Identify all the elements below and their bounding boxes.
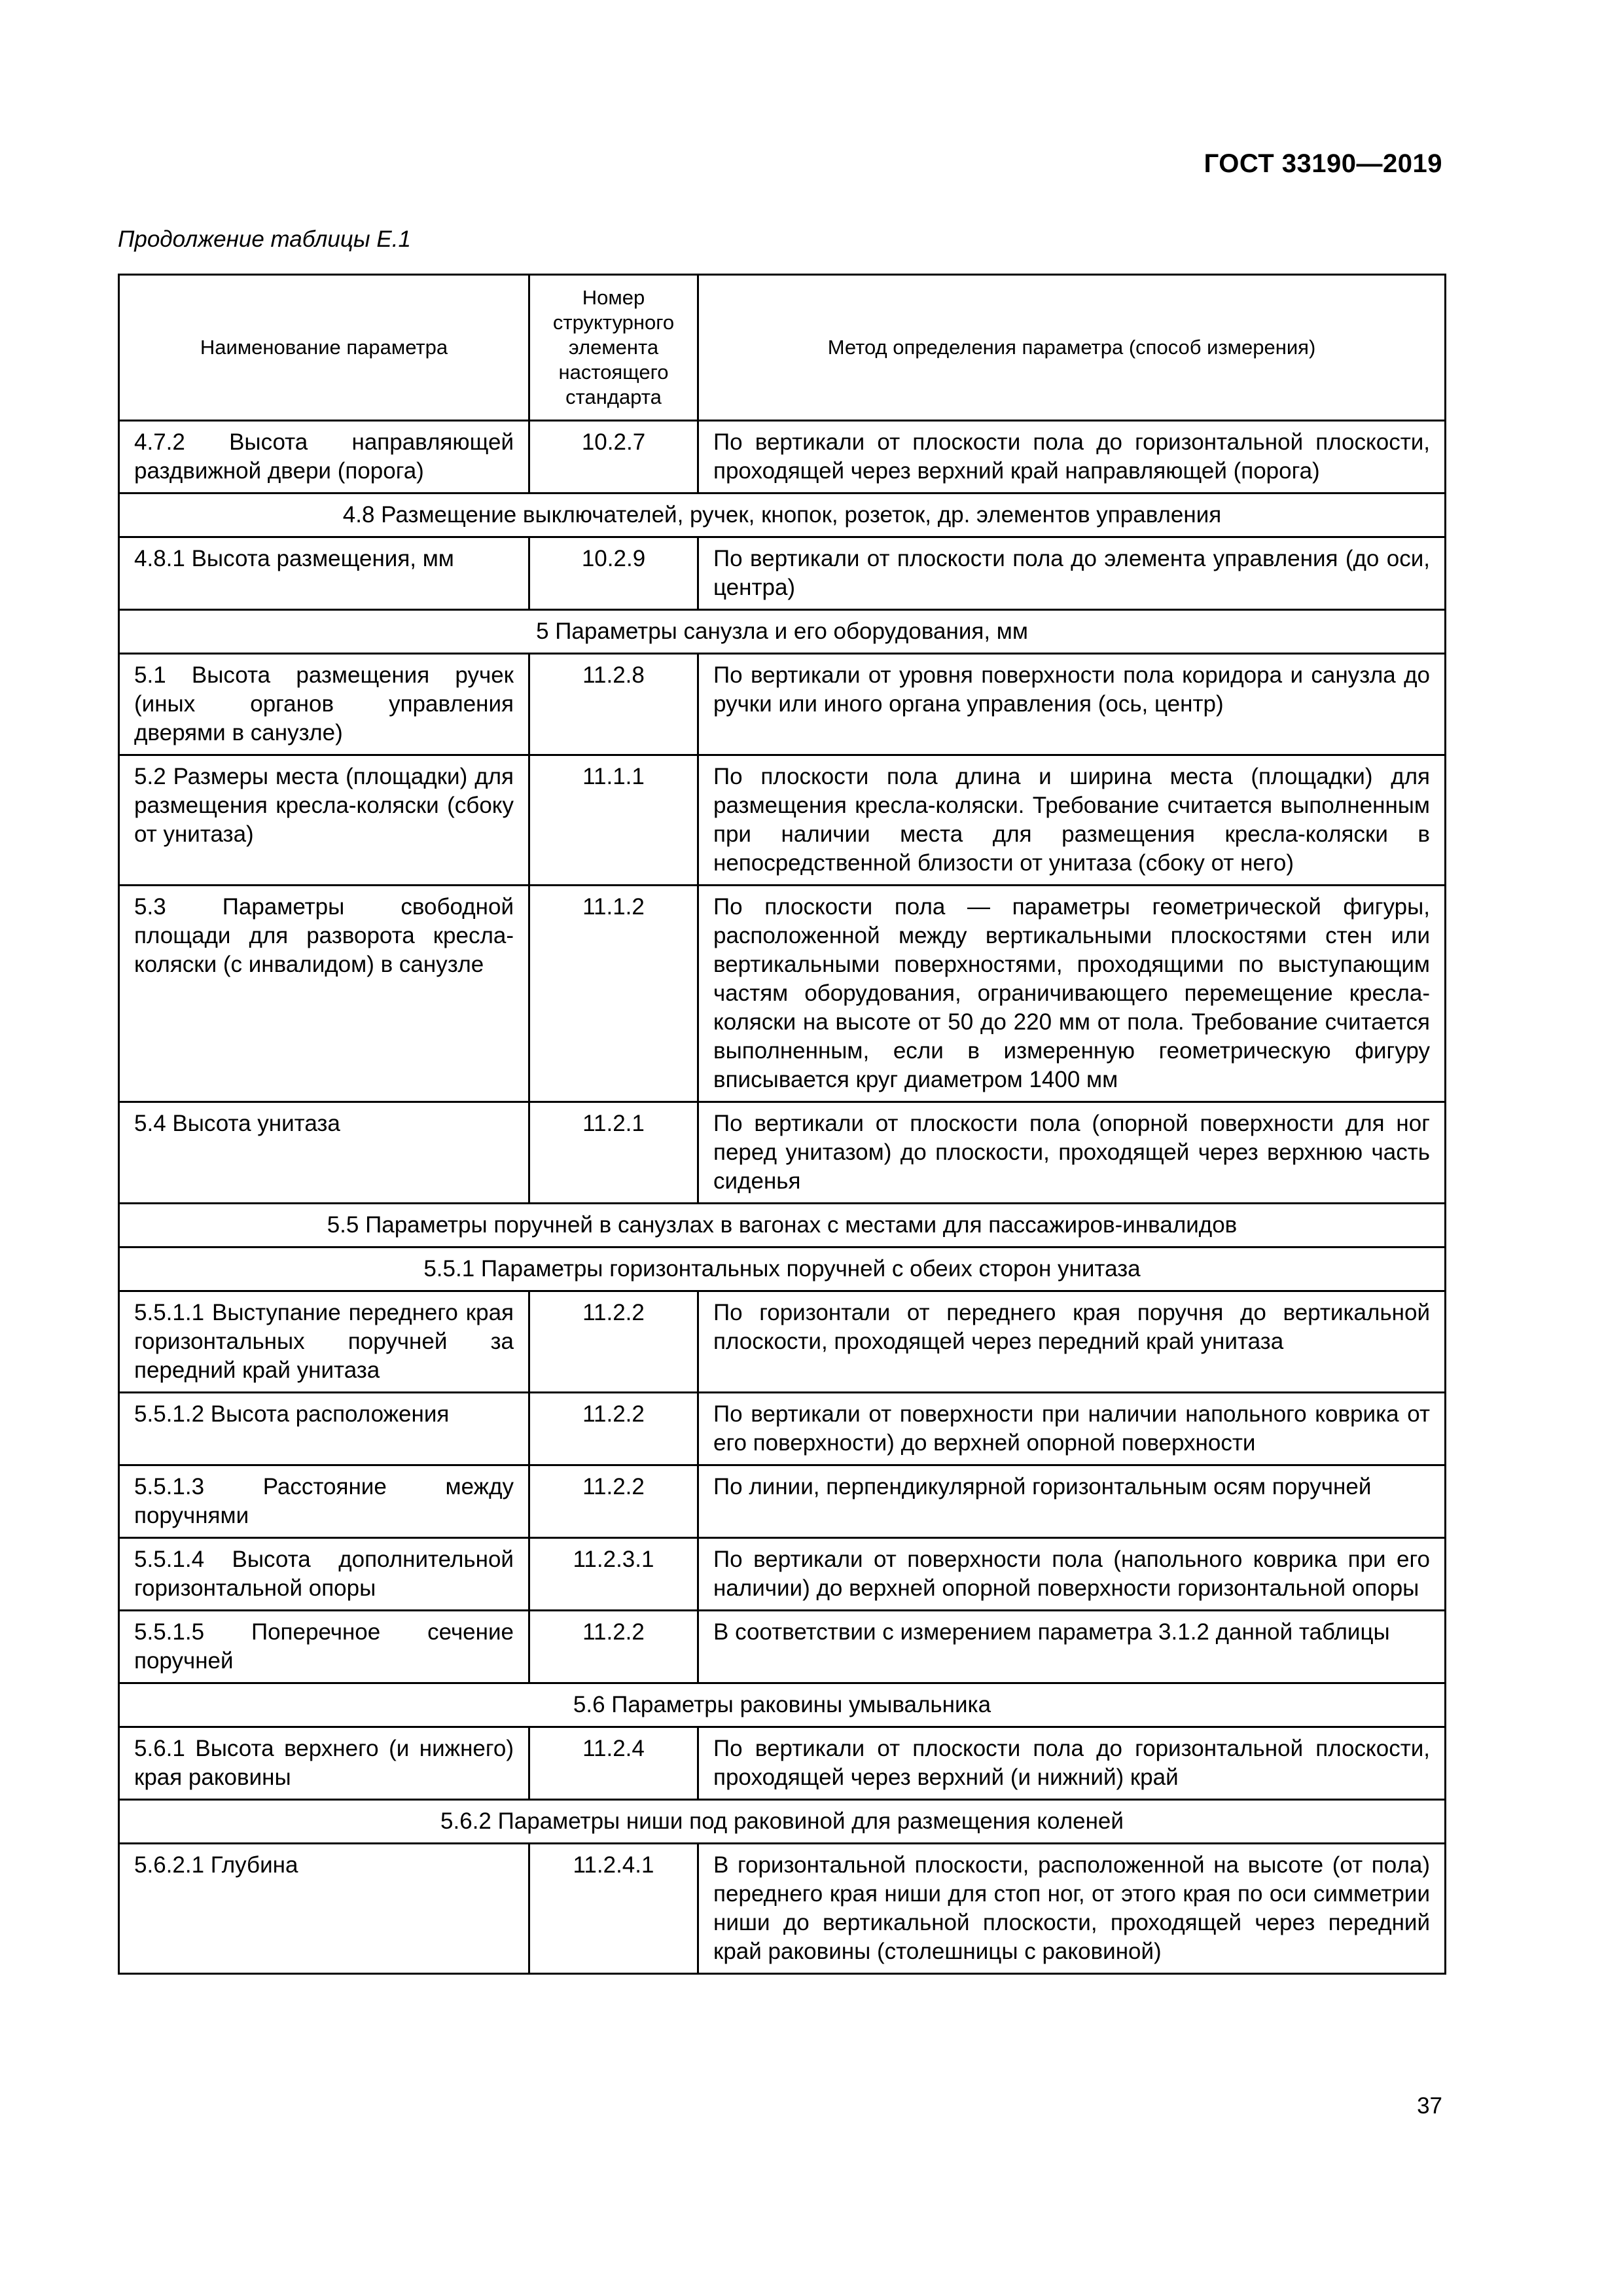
clause-number-cell: 11.2.4 [529,1727,698,1800]
clause-number-cell: 10.2.7 [529,421,698,493]
section-row [119,1247,1446,1291]
parameter-name-cell: 5.2 Размеры места (площадки) для размещения кресла-коляски (сбоку от унитаза) [119,755,529,886]
column-header-name: Наименование параметра [119,275,529,421]
table-row [119,1465,1446,1538]
parameter-name-cell: 5.6.2.1 Глубина [119,1844,529,1974]
section-title: 5.6 Параметры раковины умывальника [119,1683,1446,1727]
table-row [119,1393,1446,1465]
table-row [119,886,1446,1102]
table-row [119,421,1446,493]
method-cell: По горизонтали от переднего края поручня до вертикальной плоскости, проходящей через передний край унитаза [698,1291,1446,1393]
parameters-table [118,274,1446,1975]
parameter-name-cell: 5.5.1.1 Выступание переднего края горизонтальных поручней за передний край унитаза [119,1291,529,1393]
parameter-name-cell: 4.8.1 Высота размещения, мм [119,537,529,610]
parameter-name-cell: 4.7.2 Высота направляющей раздвижной двери (порога) [119,421,529,493]
parameter-name-cell: 5.5.1.5 Поперечное сечение поручней [119,1611,529,1683]
method-cell: По плоскости пола длина и ширина места (площадки) для размещения кресла-коляски. Требование считается выполненным при наличии места для размещения кресла-коляски в непосредственной близости от унитаза (сбоку от него) [698,755,1446,886]
method-cell: По вертикали от поверхности при наличии напольного коврика от его поверхности) до верхней опорной поверхности [698,1393,1446,1465]
parameter-name-cell: 5.4 Высота унитаза [119,1102,529,1204]
section-title: 5.5 Параметры поручней в санузлах в вагонах с местами для пассажиров-инвалидов [119,1204,1446,1247]
method-cell: По вертикали от поверхности пола (напольного коврика при его наличии) до верхней опорной поверхности горизонтальной опоры [698,1538,1446,1611]
table-row [119,1844,1446,1974]
parameter-name-cell: 5.6.1 Высота верхнего (и нижнего) края раковины [119,1727,529,1800]
document-code: ГОСТ 33190—2019 [1204,149,1442,178]
parameter-name-cell: 5.3 Параметры свободной площади для разворота кресла-коляски (с инвалидом) в санузле [119,886,529,1102]
clause-number-cell: 11.2.2 [529,1465,698,1538]
table-row [119,1727,1446,1800]
section-title: 5.6.2 Параметры ниши под раковиной для размещения коленей [119,1800,1446,1844]
section-row [119,610,1446,654]
table-row [119,654,1446,755]
clause-number-cell: 11.1.2 [529,886,698,1102]
column-header-method: Метод определения параметра (способ измерения) [698,275,1446,421]
table-row [119,755,1446,886]
clause-number-cell: 11.2.4.1 [529,1844,698,1974]
table-row [119,1611,1446,1683]
clause-number-cell: 11.2.2 [529,1611,698,1683]
table-caption: Продолжение таблицы Е.1 [118,226,411,252]
method-cell: По вертикали от плоскости пола до элемента управления (до оси, центра) [698,537,1446,610]
parameter-name-cell: 5.1 Высота размещения ручек (иных органов управления дверями в санузле) [119,654,529,755]
section-title: 4.8 Размещение выключателей, ручек, кнопок, розеток, др. элементов управления [119,493,1446,537]
clause-number-cell: 11.1.1 [529,755,698,886]
page-number: 37 [1417,2093,1442,2119]
table-row [119,1102,1446,1204]
table-row [119,1291,1446,1393]
clause-number-cell: 10.2.9 [529,537,698,610]
method-cell: В горизонтальной плоскости, расположенной на высоте (от пола) переднего края ниши для стоп ног, от этого края по оси симметрии ниши до вертикальной плоскости, проходящей через передний край раковины (столешницы с раковиной) [698,1844,1446,1974]
clause-number-cell: 11.2.8 [529,654,698,755]
method-cell: По вертикали от плоскости пола до горизонтальной плоскости, проходящей через верхний (и нижний) край [698,1727,1446,1800]
column-header-number: Номер структурного элемента настоящего стандарта [529,275,698,421]
section-title: 5 Параметры санузла и его оборудования, мм [119,610,1446,654]
method-cell: По линии, перпендикулярной горизонтальным осям поручней [698,1465,1446,1538]
parameter-name-cell: 5.5.1.2 Высота расположения [119,1393,529,1465]
clause-number-cell: 11.2.3.1 [529,1538,698,1611]
table-row [119,537,1446,610]
table-body [119,421,1446,1974]
parameter-name-cell: 5.5.1.4 Высота дополнительной горизонтальной опоры [119,1538,529,1611]
clause-number-cell: 11.2.2 [529,1393,698,1465]
section-row [119,493,1446,537]
table-row [119,1538,1446,1611]
section-row [119,1204,1446,1247]
method-cell: По вертикали от уровня поверхности пола коридора и санузла до ручки или иного органа управления (ось, центр) [698,654,1446,755]
method-cell: По плоскости пола — параметры геометрической фигуры, расположенной между вертикальными плоскостями стен или вертикальными поверхностями, проходящими по выступающим частям оборудования, ограничивающего перемещение кресла-коляски на высоте от 50 до 220 мм от пола. Требование считается выполненным, если в измеренную геометрическую фигуру вписывается круг диаметром 1400 мм [698,886,1446,1102]
section-row [119,1683,1446,1727]
clause-number-cell: 11.2.1 [529,1102,698,1204]
method-cell: По вертикали от плоскости пола до горизонтальной плоскости, проходящей через верхний край направляющей (порога) [698,421,1446,493]
table-header-row [119,275,1446,421]
method-cell: По вертикали от плоскости пола (опорной поверхности для ног перед унитазом) до плоскости, проходящей через верхнюю часть сиденья [698,1102,1446,1204]
method-cell: В соответствии с измерением параметра 3.1.2 данной таблицы [698,1611,1446,1683]
parameter-name-cell: 5.5.1.3 Расстояние между поручнями [119,1465,529,1538]
clause-number-cell: 11.2.2 [529,1291,698,1393]
section-row [119,1800,1446,1844]
section-title: 5.5.1 Параметры горизонтальных поручней с обеих сторон унитаза [119,1247,1446,1291]
